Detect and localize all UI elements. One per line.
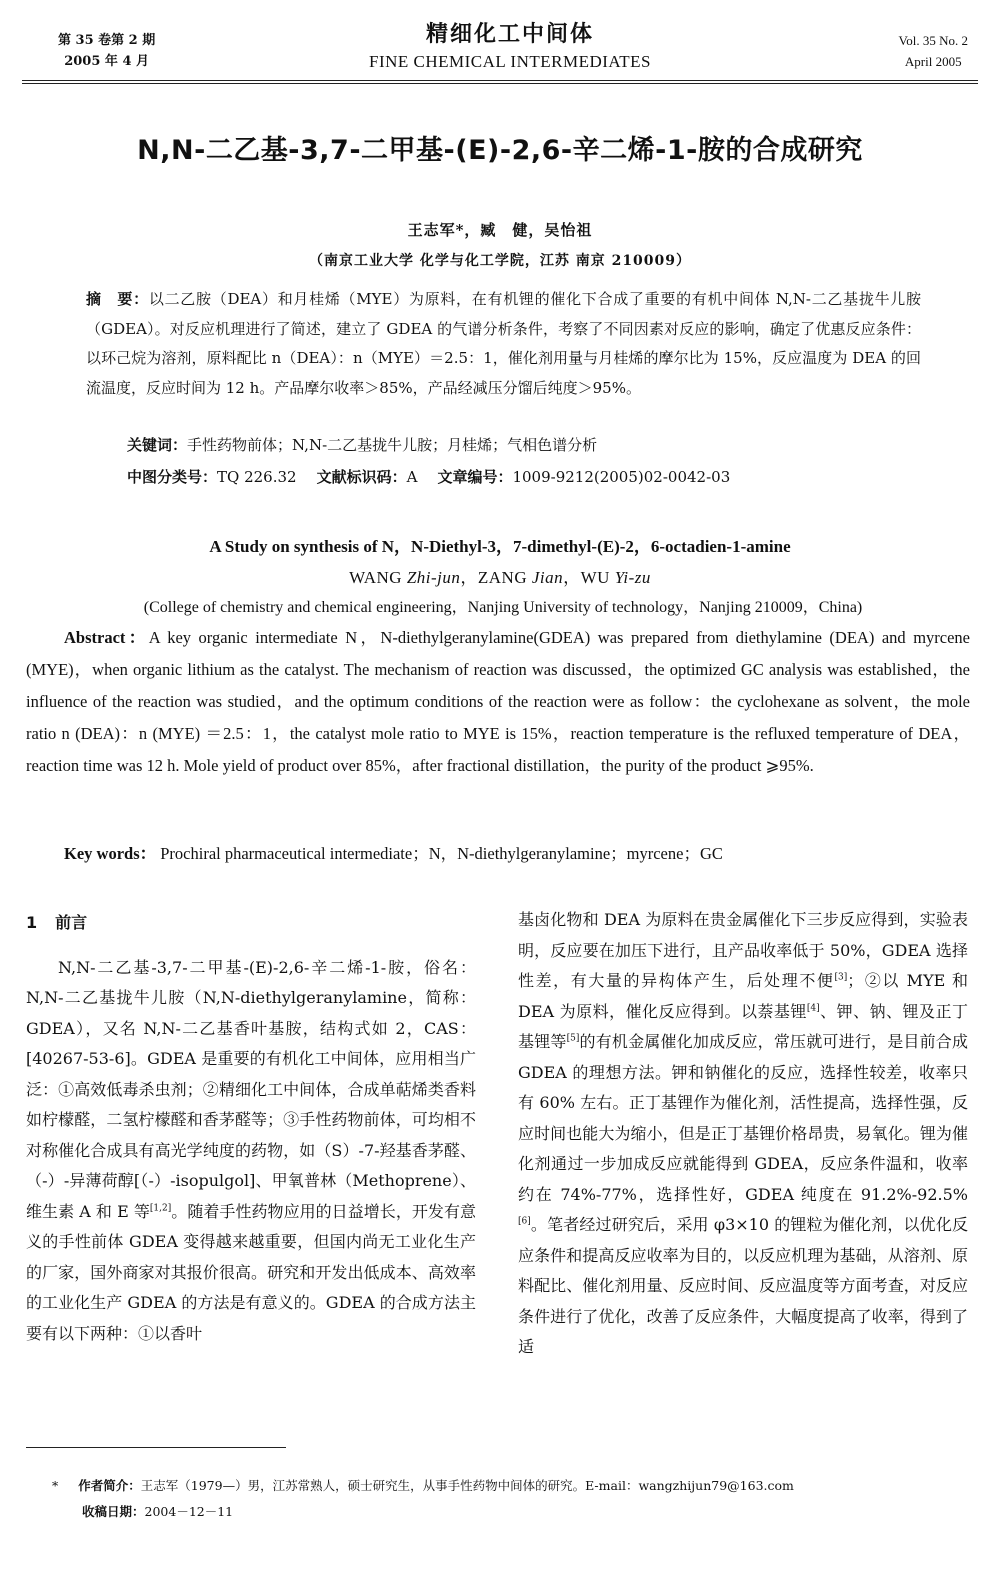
footnote-author-label: 作者简介： <box>78 1478 141 1493</box>
author-given-1: Zhi-jun <box>406 568 461 587</box>
keywords-cn-text: 手性药物前体；N,N-二乙基拢牛儿胺；月桂烯；气相色谱分析 <box>187 436 598 454</box>
intro-paragraph <box>26 953 476 1350</box>
keywords-cn <box>127 434 597 455</box>
affiliation: （南京工业大学 化学与化工学院，江苏 南京 210009） <box>308 253 692 269</box>
article-no-label: 文章编号： <box>437 468 513 486</box>
header-rule <box>22 80 978 84</box>
citation: [4] <box>806 1003 820 1014</box>
abstract-cn-text: 以二乙胺（DEA）和月桂烯（MYE）为原料，在有机锂的催化下合成了重要的有机中间体 N,N-二乙基拢牛儿胺（GDEA）。对反应机理进行了简述，建立了 GDEA 的气谱分析条件，考察了不同因素对反应的影响，确定了优惠反应条件：以环己烷为溶剂，原料配比 n（DEA）：n（MYE）＝2.5：1，催化剂用量与月桂烯的摩尔比为 15%，反应温度为 DEA 的回流温度，反应时间为 12 h。产品摩尔收率＞85%，产品经减压分馏后纯度＞95%。 <box>86 290 921 397</box>
citation: [1,2] <box>149 1203 172 1214</box>
keywords-en-label: Key words： <box>64 844 157 863</box>
author-surname-1: WANG <box>349 568 407 587</box>
abstract-en <box>26 622 970 782</box>
keywords-en <box>64 840 723 864</box>
body-text: 、钾、钠、锂及正丁基锂等 <box>518 1001 968 1051</box>
footnote-author <box>52 1476 794 1494</box>
author-surname-2: ，ZANG <box>460 568 532 587</box>
issue-info-cn <box>58 30 155 72</box>
english-authors <box>0 563 1000 588</box>
received-label: 收稿日期： <box>82 1504 145 1519</box>
paper-title: N,N-二乙基-3,7-二甲基-(E)-2,6-辛二烯-1-胺的合成研究 <box>137 135 863 166</box>
citation: [3] <box>834 972 848 983</box>
date-cn: 2005 年 4 月 <box>64 54 150 69</box>
body-column-left <box>26 908 476 1349</box>
body-text: 的有机金属催化加成反应，常压就可进行，是目前合成 GDEA 的理想方法。钾和钠催化的反应，选择性较差，收率只有 60% 左右。正丁基锂作为催化剂，活性提高，选择性强，反应时间也能大为缩小，但是正丁基锂价格昂贵，易氧化。锂为催化剂通过一步加成反应就能得到 GDEA，反应条件温和，收率约在 74%-77%，选择性好，GDEA 纯度在 91.2%-92.5% <box>518 1032 968 1204</box>
footnote-received <box>82 1502 233 1520</box>
body-text: ；②以 MYE 和 DEA 为原料，催化反应得到。以萘基锂 <box>518 971 968 1021</box>
journal-name-en: FINE CHEMICAL INTERMEDIATES <box>368 52 652 71</box>
section-heading <box>26 908 476 939</box>
article-no-value: 1009-9212(2005)02-0042-03 <box>512 468 731 486</box>
date-en: April 2005 <box>904 54 962 69</box>
clc-label: 中图分类号： <box>127 468 218 486</box>
volume-en: Vol. 35 No. 2 <box>898 33 968 48</box>
footnote-marker: * <box>52 1478 59 1493</box>
doc-code-value: A <box>406 468 418 486</box>
issue-info-en <box>899 30 968 72</box>
author-given-3: Yi-zu <box>614 568 651 587</box>
citation: [5] <box>566 1033 580 1044</box>
footnote-author-text: 王志军（1979—）男，江苏常熟人，硕士研究生，从事手性药物中间体的研究。E-mail：wangzhijun79@163.com <box>140 1478 794 1493</box>
keywords-cn-label: 关键词： <box>127 436 188 454</box>
body-text: N,N-二乙基-3,7-二甲基-(E)-2,6-辛二烯-1-胺，俗名：N,N-二乙基拢牛儿胺（N,N-diethylgeranylamine，简称：GDEA），又名 N,N-二乙基香叶基胺，结构式如 2，CAS：[40267-53-6]。GDEA 是重要的有机化工中间体，应用相当广泛：①高效低毒杀虫剂；②精细化工中间体，合成单萜烯类香料如柠檬醛，二氢柠檬醛和香茅醛等；③手性药物前体，可均相不对称催化合成具有高光学纯度的药物，如（S）-7-羟基香茅醛、（-）-异薄荷醇[（-）-isopulgol]、甲氧普林（Methoprene）、维生素 A 和 E 等 <box>26 957 476 1221</box>
body-column-right <box>518 905 968 1363</box>
footnote-rule <box>26 1447 286 1448</box>
body-text: 。笔者经过研究后，采用 φ3×10 的锂粒为催化剂，以优化反应条件和提高反应收率为目的，以反应机理为基础，从溶剂、原料配比、催化剂用量、反应时间、反应温度等方面考查，对反应条件进行了优化，改善了反应条件，大幅度提高了收率，得到了适 <box>518 1215 968 1356</box>
volume-cn: 第 35 卷第 2 期 <box>58 33 156 48</box>
author-surname-3: ，WU <box>563 568 615 587</box>
abstract-en-text: A key organic intermediate N，N-diethylgeranylamine(GDEA) was prepared from diethylamine (DEA) and myrcene (MYE)，when organic lithium as the catalyst. The mechanism of reaction was discussed，the optimized GC analysis was established，the influence of the reaction was studied，and the optimum conditions of the reaction were as follow：the cyclohexane as solvent，the mole ratio n (DEA)：n (MYE) ＝2.5：1，the catalyst mole ratio to MYE is 15%，reaction temperature is the refluxed temperature of DEA，reaction time was 12 h. Mole yield of product over 85%，after fractional distillation，the purity of the product ⩾95%. <box>26 628 970 775</box>
received-date: 2004－12－11 <box>144 1504 234 1519</box>
keywords-en-text: Prochiral pharmaceutical intermediate；N，N-diethylgeranylamine；myrcene；GC <box>160 844 723 863</box>
authors: 王志军*，臧 健，吴怡祖 <box>407 221 593 239</box>
intro-paragraph-continued <box>518 905 968 1363</box>
body-text: 。随着手性药物应用的日益增长，开发有意义的手性前体 GDEA 变得越来越重要，但国内尚无工业化生产的厂家，国外商家对其报价很高。研究和开发出低成本、高效率的工业化生产 GDEA 的方法是有意义的。GDEA 的合成方法主要有以下两种：①以香叶 <box>26 1201 476 1343</box>
abstract-en-label: Abstract： <box>64 628 149 647</box>
clc-value: TQ 226.32 <box>217 468 297 486</box>
section-title: 前言 <box>55 913 88 932</box>
author-given-2: Jian <box>531 568 564 587</box>
body-text: 基卤化物和 DEA 为原料在贵金属催化下三步反应得到，实验表明，反应要在加压下进行，且产品收率低于 50%，GDEA 选择性差，有大量的异构体产生，后处理不便 <box>518 910 968 990</box>
journal-name-cn: 精细化工中间体 <box>425 22 594 47</box>
english-affiliation: (College of chemistry and chemical engineering，Nanjing University of technology，Nanjing 210009，China) <box>143 599 863 616</box>
abstract-cn-label: 摘 要： <box>86 290 149 308</box>
english-title: A Study on synthesis of N，N-Diethyl-3，7-dimethyl-(E)-2，6-octadien-1-amine <box>209 537 791 556</box>
classification-line <box>127 466 730 487</box>
journal-name <box>300 20 720 74</box>
doc-code-label: 文献标识码： <box>316 468 407 486</box>
citation: [6] <box>518 1216 531 1227</box>
abstract-cn <box>86 285 921 403</box>
section-number: 1 <box>26 913 38 932</box>
